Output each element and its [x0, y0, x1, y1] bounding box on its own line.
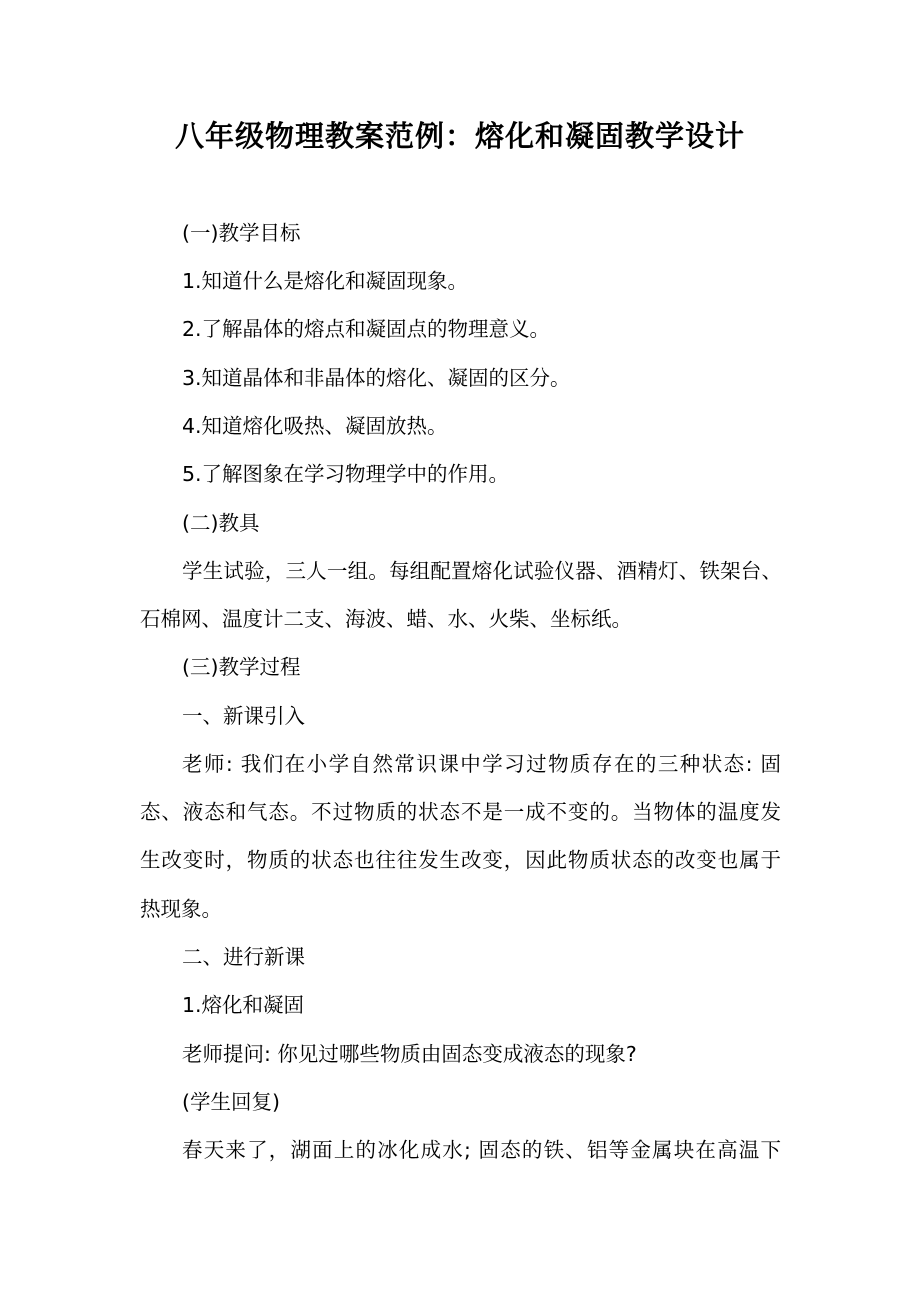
equipment-paragraph-line-1: 学生试验，三人一组。每组配置熔化试验仪器、酒精灯、铁架台、 [182, 559, 782, 583]
section-heading-equipment: (二)教具 [182, 511, 260, 535]
document-title: 八年级物理教案范例：熔化和凝固教学设计 [174, 119, 745, 153]
section-heading-process: (三)教学过程 [182, 655, 301, 679]
objective-item-5: 5.了解图象在学习物理学中的作用。 [182, 462, 510, 486]
teacher-paragraph-line-1: 老师: 我们在小学自然常识课中学习过物质存在的三种状态: 固 [182, 752, 781, 776]
teacher-paragraph-line-2: 态、液态和气态。不过物质的状态不是一成不变的。当物体的温度发 [140, 800, 781, 824]
teacher-paragraph-line-3: 生改变时，物质的状态也往往发生改变，因此物质状态的改变也属于 [140, 848, 781, 872]
equipment-paragraph-line-2: 石棉网、温度计二支、海波、蜡、水、火柴、坐标纸。 [140, 607, 632, 631]
answer-paragraph-line-1: 春天来了，湖面上的冰化成水; 固态的铁、铝等金属块在高温下 [182, 1138, 781, 1162]
teacher-paragraph-line-4: 热现象。 [140, 897, 222, 921]
objective-item-3: 3.知道晶体和非晶体的熔化、凝固的区分。 [182, 366, 571, 390]
objective-item-4: 4.知道熔化吸热、凝固放热。 [182, 414, 448, 438]
objective-item-1: 1.知道什么是熔化和凝固现象。 [182, 269, 469, 293]
objective-item-2: 2.了解晶体的熔点和凝固点的物理意义。 [182, 317, 551, 341]
student-answer-label: (学生回复) [182, 1090, 280, 1114]
subsection-heading-new-lesson: 二、进行新课 [182, 945, 305, 969]
subsection-heading-introduction: 一、新课引入 [182, 704, 305, 728]
section-heading-objectives: (一)教学目标 [182, 221, 301, 245]
teacher-question: 老师提问: 你见过哪些物质由固态变成液态的现象? [182, 1042, 637, 1066]
topic-heading-melting-solidifying: 1.熔化和凝固 [182, 993, 305, 1017]
